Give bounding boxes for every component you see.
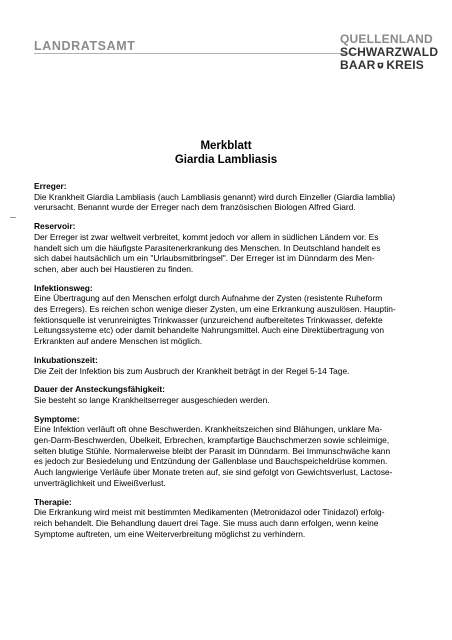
section-text xyxy=(34,395,418,406)
section-text xyxy=(34,293,418,347)
section-heading: Infektionsweg: xyxy=(34,282,93,293)
text-line: Eine Übertragung auf den Menschen erfolgt durch Aufnahme der Zysten (resistente Ruheform xyxy=(34,293,383,304)
section-text xyxy=(34,424,418,488)
document-subtitle: Giardia Lambliasis xyxy=(174,154,278,166)
text-line: Auch langwierige Verläufe über Monate treten auf, sie sind gefolgt von Gewichtsverlust, Lactose- xyxy=(34,467,393,478)
document-body xyxy=(34,181,418,547)
section-text xyxy=(34,366,418,377)
section-heading: Inkubationszeit: xyxy=(34,354,98,365)
section-heading: Dauer der Ansteckungsfähigkeit: xyxy=(34,384,165,395)
section-symptome xyxy=(34,414,418,489)
section-text xyxy=(34,192,418,213)
text-line: Leitungssysteme etc) oder damit behandelte Nahrungsmittel. Auch eine Direktübertragung von xyxy=(34,325,385,336)
section-heading: Erreger: xyxy=(34,181,67,191)
section-text xyxy=(34,507,418,539)
section-heading: Symptome: xyxy=(34,413,80,424)
section-text xyxy=(34,232,418,275)
section-therapie xyxy=(34,497,418,540)
section-infektionsweg xyxy=(34,283,418,347)
text-line: Erkrankten auf andere Menschen ist möglich. xyxy=(34,336,203,347)
district-logo xyxy=(340,32,439,72)
text-line: unverträglichkeit und Eiweißverlust. xyxy=(34,477,166,488)
section-heading: Therapie: xyxy=(34,496,72,507)
header-divider xyxy=(34,53,360,54)
section-heading: Reservoir: xyxy=(34,221,76,232)
text-line: sich dabei hautsächlich um ein "Urlaubsmitbringsel". Der Erreger ist im Dünndarm des Men- xyxy=(34,253,375,264)
document-title: Merkblatt xyxy=(200,140,252,152)
text-line: des Erregers). Es reichen schon wenige dieser Zysten, um eine Erkrankung auszulösen. Hauptin- xyxy=(34,304,396,315)
text-line: reich behandelt. Die Behandlung dauert drei Tage. Sie muss auch dann erfolgen, wenn keine xyxy=(34,517,379,528)
logo-word-baar: BAAR xyxy=(340,58,376,72)
section-inkubationszeit xyxy=(34,355,418,376)
text-line: es jedoch zur Besiedelung und Entzündung der Gallenblase und Bauchspeicheldrüse kommen. xyxy=(34,456,388,467)
margin-fold-mark xyxy=(10,217,16,218)
text-line: fektionsquelle ist verunreinigtes Trinkwasser (unzureichend aufbereitetes Trinkwasser, defekte xyxy=(34,314,383,325)
logo-line-quellenland: QUELLENLAND xyxy=(340,32,433,46)
coat-of-arms-icon xyxy=(377,60,384,71)
text-line: verursacht. Benannt wurde der Erreger nach dem französischen Biologen Alfred Giard. xyxy=(34,202,356,213)
text-line: Die Erkrankung wird meist mit bestimmten Medikamenten (Metronidazol oder Tinidazol) erfolg- xyxy=(34,507,385,518)
text-line: Der Erreger ist zwar weltweit verbreitet, kommt jedoch vor allem in südlichen Ländern vor. Es xyxy=(34,231,379,242)
text-line: handelt sich um die häufigste Parasitenerkrankung des Menschen. In Deutschland handelt es xyxy=(34,242,381,253)
section-ansteckungsfaehigkeit xyxy=(34,384,418,405)
logo-line-baar-kreis xyxy=(340,59,424,72)
text-line: Die Zeit der Infektion bis zum Ausbruch der Krankheit beträgt in der Regel 5-14 Tage. xyxy=(34,365,350,376)
logo-word-kreis: KREIS xyxy=(386,58,424,72)
text-line: schen, aber auch bei Haustieren zu finden. xyxy=(34,263,194,274)
logo-line-schwarzwald: SCHWARZWALD xyxy=(340,45,439,59)
section-reservoir xyxy=(34,221,418,275)
text-line: gen-Darm-Beschwerden, Übelkeit, Erbrechen, krampfartige Bauchschmerzen sowie schleimige, xyxy=(34,435,390,446)
text-line: Die Krankheit Giardia Lambliasis (auch Lambliasis genannt) wird durch Einzeller (Giardia lamblia) xyxy=(34,191,396,202)
org-name: LANDRATSAMT xyxy=(34,39,136,53)
section-erreger xyxy=(34,181,418,213)
text-line: Eine Infektion verläuft oft ohne Beschwerden. Krankheitszeichen sind Blähungen, unklare Ma- xyxy=(34,424,383,435)
text-line: Sie besteht so lange Krankheitserreger ausgeschieden werden. xyxy=(34,394,270,405)
text-line: Symptome auftreten, um eine Weiterverbreitung möglichst zu verhindern. xyxy=(34,528,306,539)
text-line: selten blutige Stühle. Normalerweise bleibt der Parasit im Dünndarm. Bei Immunschwäche kann xyxy=(34,445,391,456)
